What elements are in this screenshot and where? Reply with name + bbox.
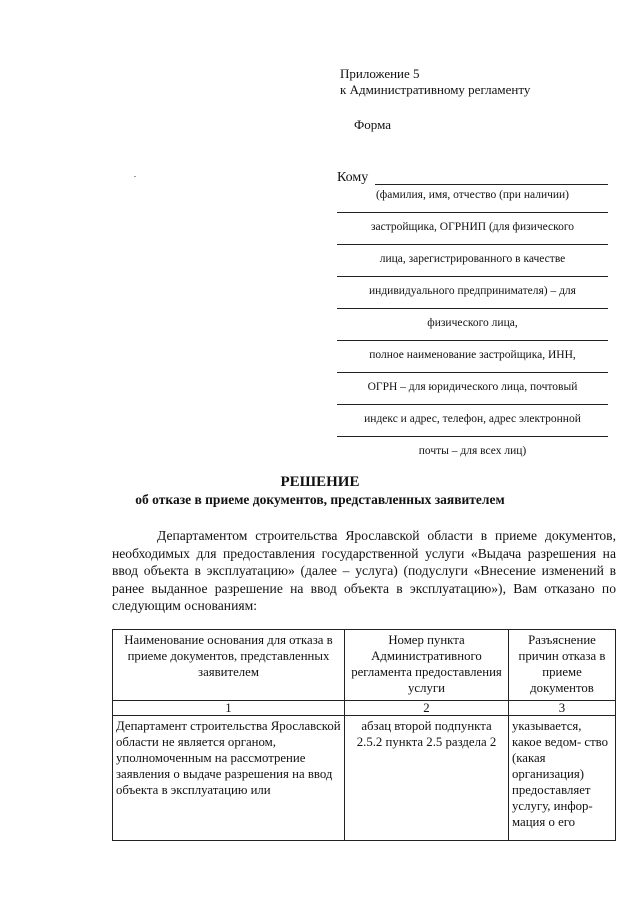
recipient-blank-line-5 <box>337 340 608 341</box>
recipient-blank-line-6 <box>337 372 608 373</box>
table-header-row <box>113 630 616 701</box>
header-clause: Номер пункта Административного регламента предоставления услуги <box>345 630 509 701</box>
recipient-blank-line-4 <box>337 308 608 309</box>
row-clause-cell <box>345 716 509 841</box>
scan-mark <box>134 176 136 177</box>
recipient-hint-line-3: лица, зарегистрированного в качестве <box>379 253 566 265</box>
recipient-hint-line-5: физического лица, <box>427 317 518 329</box>
row-reason-cell <box>113 716 345 841</box>
row-reason-text: Департамент строительства Ярославской области не является органом, уполномоченным на рассмотрение заявления о выдаче разрешения на ввод объекта в эксплуатацию или <box>116 719 341 797</box>
appendix-header <box>340 66 610 98</box>
table-column-numbers-row <box>113 701 616 716</box>
recipient-komu-row <box>337 170 610 188</box>
recipient-blank-line-2 <box>337 244 608 245</box>
recipient-blank-line-3 <box>337 276 608 277</box>
recipient-hint-line-7: ОГРН – для юридического лица, почтовый <box>367 381 578 393</box>
recipient-hint-line-6: полное наименование застройщика, ИНН, <box>369 349 576 361</box>
recipient-hint-line-9: почты – для всех лиц) <box>418 445 527 457</box>
column-number-1: 1 <box>113 701 345 716</box>
row-explanation-cell <box>509 716 616 841</box>
recipient-komu-label: Кому <box>337 170 369 185</box>
row-explanation-text: указывается, какое ведом- ство (какая организация) предоставляет услугу, инфор- мация о его <box>512 719 609 829</box>
header-reason: Наименование основания для отказа в приеме документов, представленных заявителем <box>113 630 345 701</box>
recipient-komu-line <box>375 184 608 185</box>
recipient-blank-line-8 <box>337 436 608 437</box>
form-label: Форма <box>354 117 391 132</box>
appendix-reference: к Административному регламенту <box>340 82 531 97</box>
column-number-2: 2 <box>345 701 509 716</box>
header-explanation: Разъяснение причин отказа в приеме документов <box>509 630 616 701</box>
appendix-number: Приложение 5 <box>340 66 420 81</box>
table-row <box>113 716 616 841</box>
recipient-hint-line-4: индивидуального предпринимателя) – для <box>369 285 576 297</box>
recipient-hint-line-2: застройщика, ОГРНИП (для физического <box>370 221 575 233</box>
recipient-hint-line-8: индекс и адрес, телефон, адрес электронной <box>364 413 581 425</box>
recipient-blank-line-7 <box>337 404 608 405</box>
recipient-hint-line-1: (фамилия, имя, отчество (при наличии) <box>375 189 570 201</box>
decision-title: РЕШЕНИЕ <box>280 474 360 490</box>
recipient-blank-line-1 <box>337 212 608 213</box>
refusal-reasons-table <box>112 629 616 841</box>
decision-body-paragraph: Департаментом строительства Ярославской области в приеме документов, необходимых для предоставления государственной услуги «Выдача разрешения на ввод объекта в эксплуатацию» (далее – услуга) (подуслуги «Внесение изменений в ранее выданное разрешение на ввод объекта в эксплуатацию»), Вам отказано по следующим основаниям: <box>112 528 616 614</box>
row-clause-text: абзац второй подпункта 2.5.2 пункта 2.5 раздела 2 <box>356 719 497 749</box>
column-number-3: 3 <box>509 701 616 716</box>
decision-subtitle: об отказе в приеме документов, представленных заявителем <box>135 492 505 507</box>
